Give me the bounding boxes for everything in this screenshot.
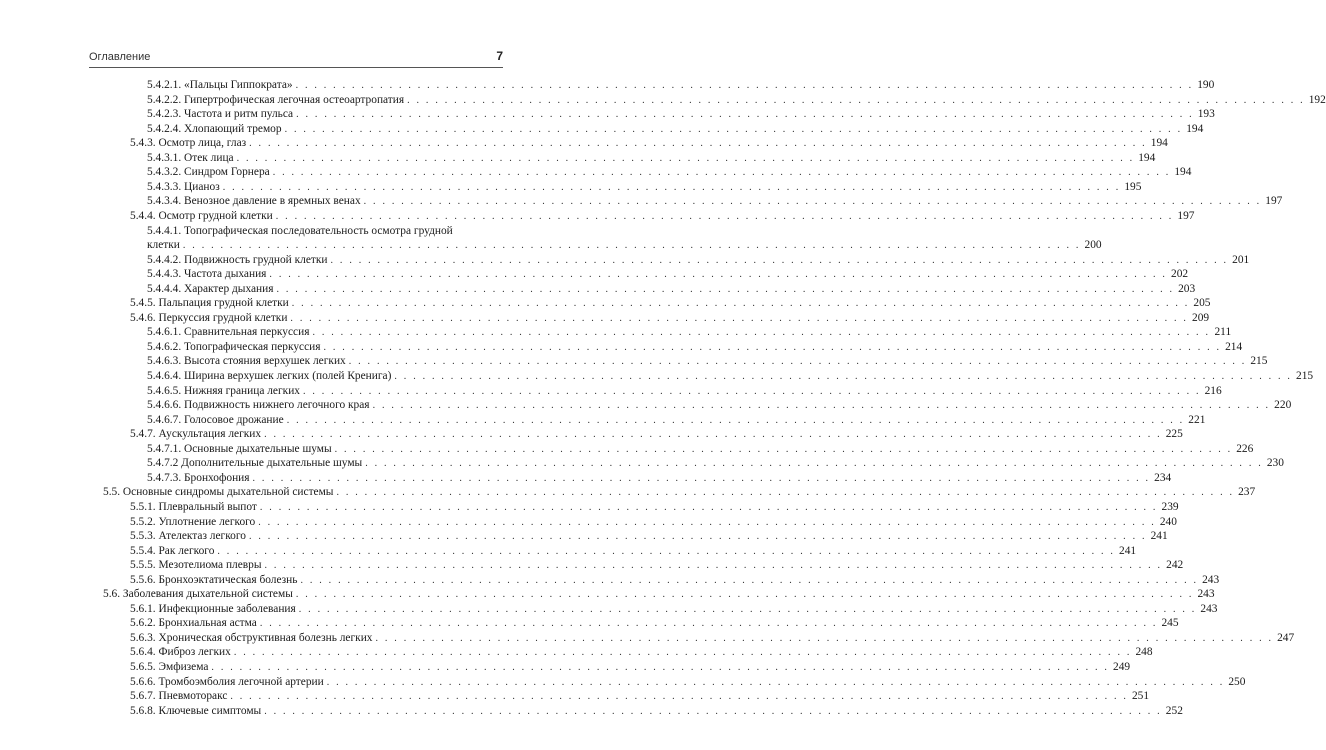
toc-entry-label: 5.4.6.2. Топографическая перкуссия — [147, 340, 321, 353]
toc-entry-label: 5.6. Заболевания дыхательной системы — [103, 588, 293, 601]
toc-entry-page: 209 — [1192, 311, 1210, 324]
toc-entry-page: 197 — [1177, 209, 1195, 222]
toc-entry-label: 5.4.3.1. Отек лица — [147, 151, 234, 164]
toc-entry-label: 5.4.4.3. Частота дыхания — [147, 268, 267, 281]
header-page-number: 7 — [496, 49, 503, 63]
toc-entry[interactable] — [130, 136, 1168, 150]
toc-entry[interactable] — [130, 544, 1137, 558]
dot-leader — [183, 239, 1081, 253]
toc-entry[interactable] — [130, 500, 1179, 514]
toc-entry-label: 5.6.2. Бронхиальная астма — [130, 617, 257, 630]
toc-entry-page: 245 — [1161, 617, 1179, 630]
dot-leader — [264, 705, 1162, 719]
dot-leader — [277, 283, 1175, 297]
toc-entry-page: 243 — [1200, 602, 1218, 615]
toc-entry[interactable] — [130, 209, 1195, 223]
dot-leader — [260, 501, 1158, 515]
toc-entry-page: 195 — [1124, 180, 1142, 193]
toc-entry-page: 203 — [1178, 282, 1196, 295]
toc-entry-label: 5.4.2.1. «Пальцы Гиппократа» — [147, 79, 293, 91]
toc-entry-page: 226 — [1236, 442, 1254, 455]
dot-leader — [211, 661, 1109, 675]
toc-entry-label: 5.5.2. Уплотнение легкого — [130, 515, 256, 528]
toc-entry[interactable] — [147, 354, 1268, 368]
dot-leader — [264, 428, 1162, 442]
toc-entry-page: 243 — [1197, 588, 1215, 601]
toc-entry-page: 193 — [1197, 108, 1215, 121]
toc-entry-label: 5.4.7.3. Бронхофония — [147, 471, 250, 484]
toc-entry[interactable] — [130, 427, 1183, 441]
toc-entry-label: 5.6.7. Пневмоторакс — [130, 690, 228, 703]
toc-entry[interactable] — [147, 238, 1102, 252]
dot-leader — [331, 254, 1229, 268]
toc-entry-label: 5.4.2.4. Хлопающий тремор — [147, 122, 282, 135]
toc-entry-label: 5.4.6.6. Подвижность нижнего легочного края — [147, 399, 370, 412]
toc-entry-page: 221 — [1188, 413, 1206, 426]
toc-entry-label: 5.4.3.4. Венозное давление в яремных венах — [147, 195, 361, 208]
toc-entry-page: 194 — [1174, 166, 1192, 179]
toc-entry[interactable] — [147, 471, 1172, 485]
toc-entry-page: 239 — [1161, 500, 1179, 513]
toc-entry-page: 252 — [1165, 704, 1183, 717]
dot-leader — [376, 632, 1274, 646]
toc-entry[interactable] — [147, 369, 1314, 383]
toc-entry[interactable] — [130, 675, 1246, 689]
toc-entry-label: 5.4.2.3. Частота и ритм пульса — [147, 108, 294, 121]
toc-entry-label: 5.4.3. Осмотр лица, глаз — [130, 137, 247, 150]
toc-entry-page: 241 — [1119, 544, 1137, 557]
dot-leader — [349, 355, 1247, 369]
toc-entry-label: 5.4.7. Аускультация легких — [130, 428, 262, 441]
dot-leader — [300, 574, 1198, 588]
toc-entry[interactable] — [147, 384, 1222, 398]
toc-entry[interactable] — [130, 689, 1150, 703]
toc-entry[interactable] — [130, 558, 1184, 572]
toc-entry[interactable] — [147, 253, 1250, 267]
dot-leader — [299, 603, 1197, 617]
dot-leader — [335, 443, 1233, 457]
dot-leader — [276, 210, 1174, 224]
toc-entry[interactable] — [147, 122, 1204, 136]
toc-entry[interactable] — [130, 660, 1131, 674]
dot-leader — [364, 195, 1262, 209]
toc-entry[interactable] — [130, 529, 1168, 543]
toc-entry-page: 214 — [1225, 340, 1243, 353]
dot-leader — [365, 457, 1263, 471]
toc-entry[interactable] — [147, 194, 1283, 208]
toc-entry[interactable] — [147, 78, 1215, 92]
toc-entry[interactable] — [147, 456, 1284, 470]
toc-entry-page: 242 — [1166, 559, 1184, 572]
toc-entry-label: 5.4.6.5. Нижняя граница легких — [147, 384, 300, 397]
dot-leader — [287, 414, 1185, 428]
toc-entry[interactable] — [130, 616, 1179, 630]
toc-entry-page: 237 — [1238, 486, 1256, 499]
toc-entry-label: 5.6.1. Инфекционные заболевания — [130, 602, 296, 615]
toc-entry-label: 5.4.7.1. Основные дыхательные шумы — [147, 442, 332, 455]
dot-leader — [312, 326, 1210, 340]
dot-leader — [303, 385, 1201, 399]
toc-entry-page: 216 — [1204, 384, 1222, 397]
toc-entry-label: 5.4.3.2. Синдром Горнера — [147, 166, 270, 179]
toc-entry[interactable] — [130, 573, 1220, 587]
toc-entry-page: 197 — [1265, 195, 1283, 208]
toc-entry[interactable] — [130, 602, 1218, 616]
toc-entry-label: 5.6.5. Эмфизема — [130, 661, 209, 673]
header-title: Оглавление — [89, 51, 151, 63]
toc-entry-page: 251 — [1131, 690, 1150, 703]
toc-entry[interactable] — [130, 515, 1177, 529]
toc-entry-label: 5.4.6.3. Высота стояния верхушек легких — [147, 355, 346, 368]
toc-entry-label: 5.5.4. Рак легкого — [130, 544, 215, 557]
dot-leader — [296, 108, 1194, 122]
toc-entry[interactable] — [147, 93, 1326, 107]
toc-entry-page: 194 — [1186, 122, 1204, 135]
dot-leader — [260, 617, 1158, 631]
toc-entry-label: 5.5.5. Мезотелиома плевры — [130, 559, 262, 572]
dot-leader — [324, 341, 1222, 355]
toc-entry-page: 215 — [1296, 370, 1314, 382]
toc-entry[interactable] — [147, 267, 1189, 281]
toc-entry-label: 5.5.6. Бронхоэктатическая болезнь — [130, 573, 298, 586]
dot-leader — [373, 399, 1271, 413]
toc-entry[interactable] — [130, 631, 1295, 645]
toc-entry-label: 5.6.4. Фиброз легких — [130, 646, 231, 659]
toc-entry[interactable] — [147, 398, 1292, 412]
dot-leader — [234, 646, 1132, 660]
toc-entry-page: 248 — [1135, 646, 1153, 659]
dot-leader — [217, 545, 1115, 559]
toc-entry-label: 5.4.3.3. Цианоз — [147, 180, 220, 193]
toc-entry[interactable] — [130, 645, 1153, 659]
toc-entry-page: 194 — [1138, 151, 1156, 164]
dot-leader — [327, 676, 1225, 690]
toc-entry-page: 190 — [1197, 79, 1215, 91]
toc-entry[interactable] — [130, 296, 1211, 310]
toc-entry[interactable] — [103, 587, 1215, 601]
dot-leader — [290, 312, 1188, 326]
toc-entry-page: 192 — [1308, 93, 1326, 106]
toc-entry-label: 5.4.6.1. Сравнительная перкуссия — [147, 326, 310, 339]
toc-entry-page: 211 — [1214, 326, 1232, 339]
toc-entry-label: 5.6.6. Тромбоэмболия легочной артерии — [130, 675, 324, 688]
dot-leader — [249, 530, 1147, 544]
toc-entry-label: клетки — [147, 239, 180, 252]
toc-entry-page: 201 — [1232, 253, 1250, 266]
toc-entry-page: 200 — [1084, 239, 1102, 252]
toc-entry[interactable] — [130, 704, 1183, 718]
toc-entry-label: 5.4.5. Пальпация грудной клетки — [130, 297, 289, 310]
toc-entry-label: 5.4.4. Осмотр грудной клетки — [130, 209, 273, 222]
dot-leader — [237, 152, 1135, 166]
dot-leader — [296, 588, 1194, 602]
toc-entry-label: 5.4.7.2 Дополнительные дыхательные шумы — [147, 457, 363, 470]
toc-entry-page: 225 — [1165, 428, 1183, 441]
toc-entry[interactable] — [147, 325, 1232, 339]
toc-entry-label: 5.5. Основные синдромы дыхательной системы — [103, 486, 334, 499]
dot-leader — [249, 137, 1147, 151]
toc-entry-page: 215 — [1250, 355, 1268, 368]
toc-entry-label: 5.6.3. Хроническая обструктивная болезнь легких — [130, 631, 373, 644]
dot-leader — [269, 268, 1167, 282]
toc-entry-label: 5.4.4.2. Подвижность грудной клетки — [147, 253, 328, 266]
dot-leader — [223, 181, 1121, 195]
toc-entry-label: 5.5.1. Плевральный выпот — [130, 500, 257, 513]
toc-entry-label: 5.4.4.4. Характер дыхания — [147, 282, 274, 295]
dot-leader — [253, 472, 1151, 486]
toc-entry-label: 5.4.6.4. Ширина верхушек легких (полей Кренига) — [147, 370, 392, 382]
toc-entry[interactable] — [147, 442, 1254, 456]
dot-leader — [285, 123, 1183, 137]
toc-entry-label: 5.4.6.7. Голосовое дрожание — [147, 413, 284, 426]
toc-entry-label: 5.4.2.2. Гипертрофическая легочная остеоартропатия — [147, 93, 405, 106]
toc-entry[interactable] — [147, 107, 1215, 121]
dot-leader — [394, 370, 1292, 384]
toc-entry-label: 5.5.3. Ателектаз легкого — [130, 530, 246, 543]
toc-entry[interactable] — [147, 165, 1192, 179]
dot-leader — [296, 79, 1194, 93]
toc-entry-page: 230 — [1266, 457, 1284, 470]
toc-entry[interactable] — [147, 180, 1142, 194]
toc-entry[interactable] — [147, 413, 1206, 427]
toc-entry-page: 202 — [1171, 268, 1189, 281]
toc-entry-page: 250 — [1228, 675, 1246, 688]
dot-leader — [230, 690, 1128, 704]
toc-entry-page: 220 — [1274, 399, 1292, 412]
toc-entry-page: 241 — [1150, 530, 1168, 543]
toc-entry-page: 240 — [1159, 515, 1177, 528]
dot-leader — [336, 486, 1234, 500]
toc-entry-page: 249 — [1113, 661, 1131, 673]
toc-entry[interactable] — [147, 340, 1243, 354]
toc-entry-page: 205 — [1193, 297, 1211, 310]
toc-entry-page: 243 — [1202, 573, 1220, 586]
toc-entry[interactable] — [147, 282, 1196, 296]
toc-entry-label-line1: 5.4.4.1. Топографическая последовательность осмотра грудной — [147, 224, 453, 237]
dot-leader — [273, 166, 1171, 180]
toc-entry[interactable] — [130, 311, 1210, 325]
toc-entry[interactable] — [147, 151, 1156, 165]
dot-leader — [407, 94, 1305, 108]
toc-entry[interactable] — [103, 485, 1256, 499]
dot-leader — [258, 516, 1156, 530]
toc-entry-page: 247 — [1277, 631, 1295, 644]
dot-leader — [292, 297, 1190, 311]
toc-entry-label: 5.4.6. Перкуссия грудной клетки — [130, 311, 288, 324]
toc-entry-page: 194 — [1150, 137, 1168, 150]
toc-entry-page: 234 — [1154, 471, 1172, 484]
running-header — [89, 49, 503, 68]
dot-leader — [265, 559, 1163, 573]
toc-entry-label: 5.6.8. Ключевые симптомы — [130, 704, 262, 717]
